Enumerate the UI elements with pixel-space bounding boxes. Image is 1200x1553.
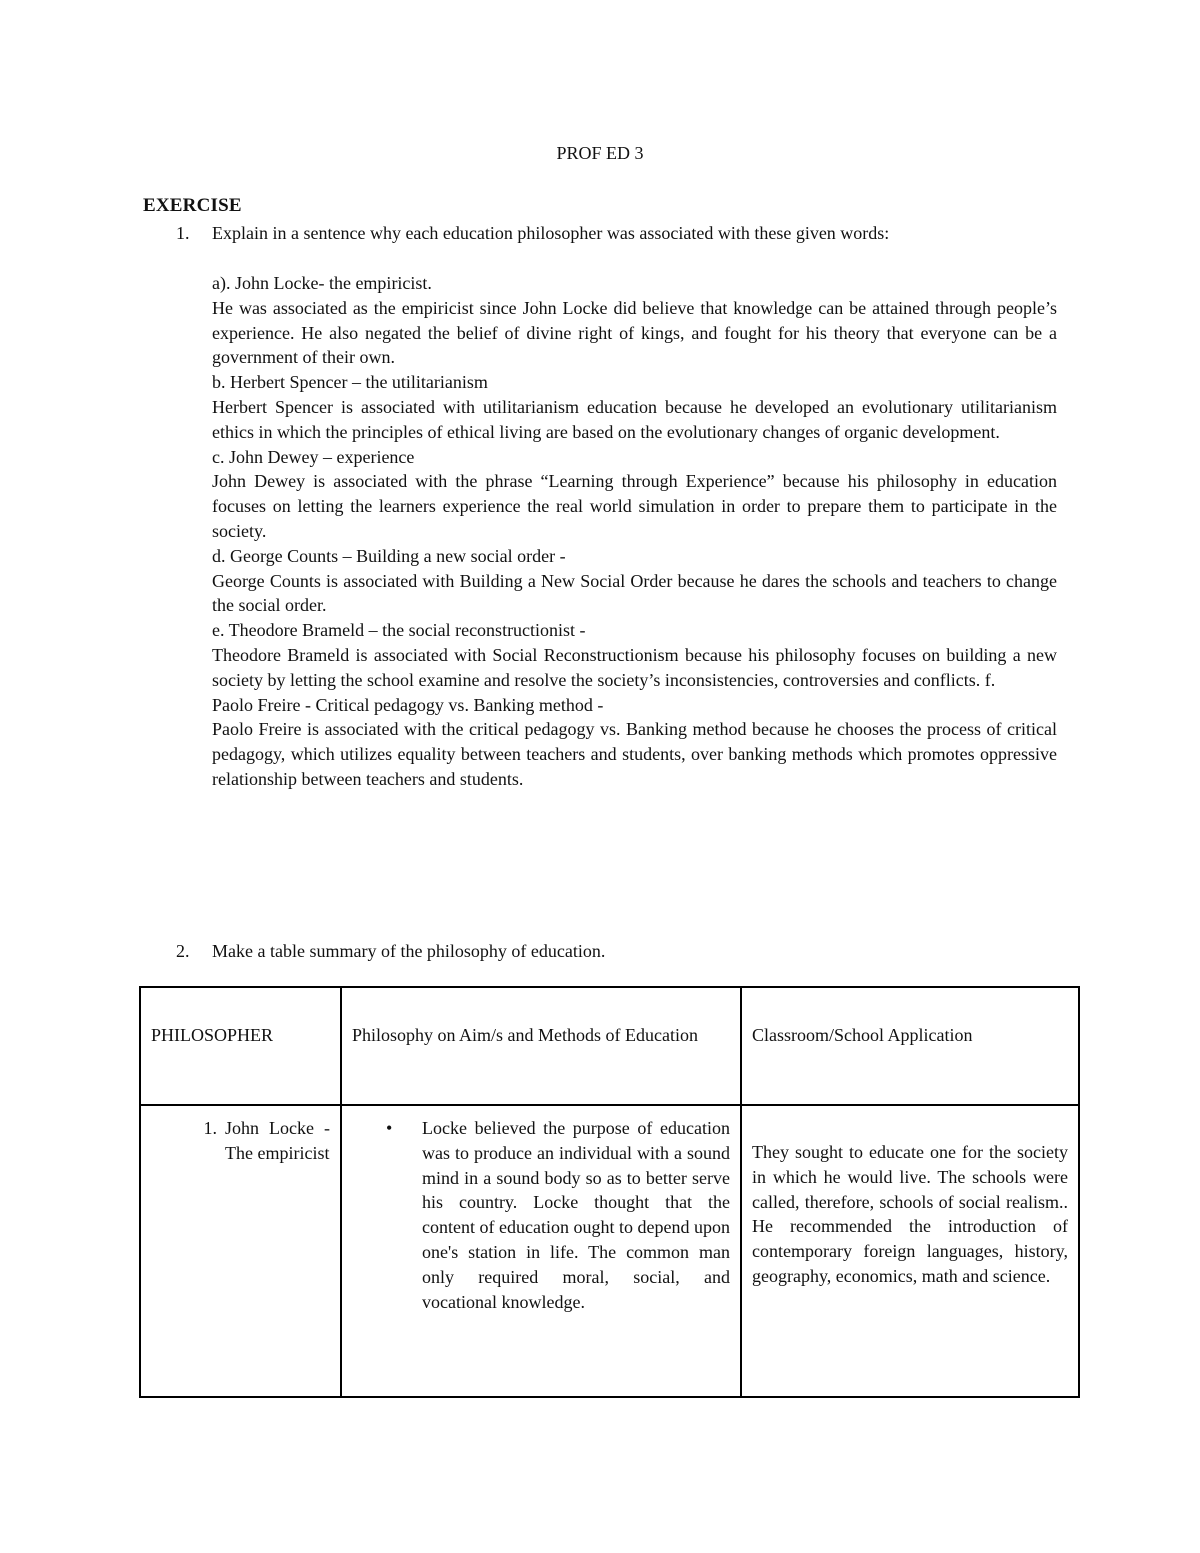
cell-philosopher: [140, 1105, 341, 1397]
question-2-prompt: Make a table summary of the philosophy of education.: [212, 941, 606, 961]
page-title: PROF ED 3: [556, 143, 644, 163]
philosopher-name: John Locke - The empiricist: [225, 1118, 330, 1163]
philosophy-text: Locke believed the purpose of education was to produce an individual with a sound mind in a sound body so as to better serve his country. Locke thought that the content of education ought to depend upon one's station in life. The common man only required moral, social, and vocational knowledge.: [422, 1118, 730, 1312]
table-row: [140, 1105, 1079, 1397]
answer-line: John Dewey is associated with the phrase “Learning through Experience” because his philosophy in education focuses on letting the learners experience the real world simulation in order to prepare them to participate in the society.: [212, 471, 1057, 541]
table-header-row: [140, 987, 1079, 1105]
header-application: Classroom/School Application: [741, 987, 1079, 1105]
row-number: 1.: [203, 1118, 217, 1138]
answer-line: e. Theodore Brameld – the social reconstructionist -: [212, 620, 586, 641]
answer-line: Theodore Brameld is associated with Social Reconstructionism because his philosophy focuses on building a new society by letting the school examine and resolve the society’s inconsistencies, controversies and conflicts. f.: [212, 644, 1057, 690]
answer-line: b. Herbert Spencer – the utilitarianism: [212, 372, 488, 393]
philosophy-summary-table: [139, 986, 1080, 1398]
bullet-icon: •: [386, 1118, 393, 1138]
answer-line: He was associated as the empiricist since John Locke did believe that knowledge can be attained through people’s experience. He also negated the belief of divine right of kings, and fought for his theory that everyone can be a government of their own.: [212, 297, 1057, 368]
application-text: They sought to educate one for the society in which he would live. The schools were called, therefore, schools of social realism.. He recommended the introduction of contemporary foreign languages, history, geography, economics, math and science.: [752, 1142, 1068, 1286]
cell-philosophy: [341, 1105, 741, 1397]
answer-line: d. George Counts – Building a new social order -: [212, 545, 566, 566]
question-2-number: 2.: [176, 941, 190, 961]
exercise-heading: EXERCISE: [143, 195, 242, 216]
header-philosopher: PHILOSOPHER: [140, 987, 341, 1105]
question-1-answers: [212, 271, 1057, 792]
question-1-prompt: Explain in a sentence why each education philosopher was associated with these given words:: [212, 223, 890, 243]
answer-line: Herbert Spencer is associated with utilitarianism education because he developed an evolutionary utilitarianism ethics in which the principles of ethical living are based on the evolutionary changes of organic development.: [212, 396, 1057, 442]
answer-line: c. John Dewey – experience: [212, 446, 415, 467]
answer-line: a). John Locke- the empiricist.: [212, 273, 432, 293]
answer-line: George Counts is associated with Building a New Social Order because he dares the schools and teachers to change the social order.: [212, 570, 1057, 616]
question-1-number: 1.: [176, 223, 190, 243]
cell-application: [741, 1105, 1079, 1397]
answer-line: Paolo Freire - Critical pedagogy vs. Banking method -: [212, 694, 604, 715]
header-philosophy: Philosophy on Aim/s and Methods of Education: [341, 987, 741, 1105]
answer-line: Paolo Freire is associated with the critical pedagogy vs. Banking method because he chooses the process of critical pedagogy, which utilizes equality between teachers and students, over banking methods which promotes oppressive relationship between teachers and students.: [212, 719, 1057, 789]
